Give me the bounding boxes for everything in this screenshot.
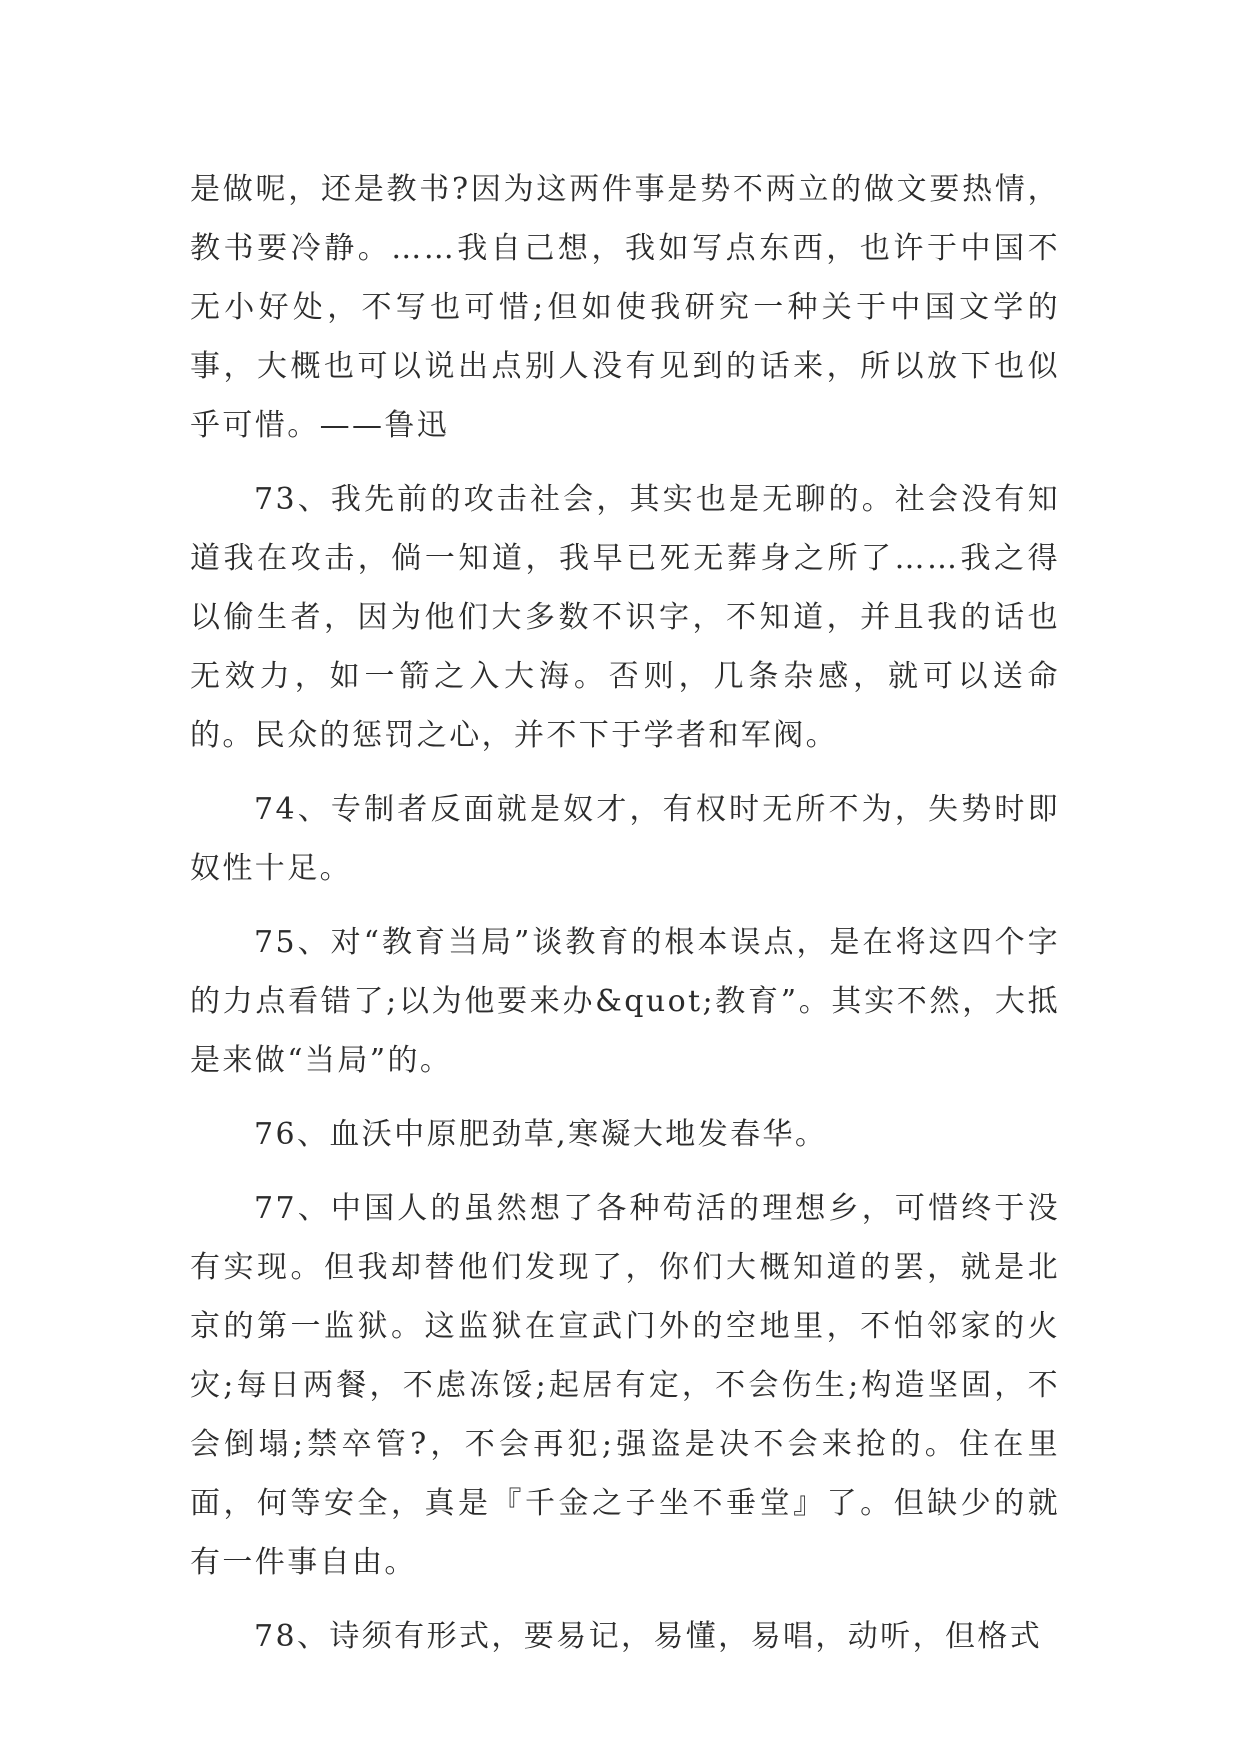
document-page <box>190 160 1060 1681</box>
paragraph-75: 75、对“教育当局”谈教育的根本误点，是在将这四个字的力点看错了;以为他要来办&quot;教育”。其实不然，大抵是来做“当局”的。 <box>190 925 1060 1078</box>
paragraph-73: 73、我先前的攻击社会，其实也是无聊的。社会没有知道我在攻击，倘一知道，我早已死无葬身之所了……我之得以偷生者，因为他们大多数不识字，不知道，并且我的话也无效力，如一箭之入大海。否则，几条杂感，就可以送命的。民众的惩罚之心，并不下于学者和军阀。 <box>190 482 1060 753</box>
paragraph-77: 77、中国人的虽然想了各种苟活的理想乡，可惜终于没有实现。但我却替他们发现了，你们大概知道的罢，就是北京的第一监狱。这监狱在宣武门外的空地里，不怕邻家的火灾;每日两餐，不虑冻馁;起居有定，不会伤生;构造坚固，不会倒塌;禁卒管?，不会再犯;强盗是决不会来抢的。住在里面，何等安全，真是『千金之子坐不垂堂』了。但缺少的就有一件事自由。 <box>190 1191 1060 1580</box>
paragraph-78: 78、诗须有形式，要易记，易懂，易唱，动听，但格式 <box>254 1619 1043 1654</box>
paragraph-76: 76、血沃中原肥劲草,寒凝大地发春华。 <box>254 1117 828 1152</box>
paragraph-continued: 是做呢，还是教书?因为这两件事是势不两立的做文要热情，教书要冷静。……我自己想，我如写点东西，也许于中国不无小好处，不写也可惜;但如使我研究一种关于中国文学的事，大概也可以说出点别人没有见到的话来，所以放下也似乎可惜。——鲁迅 <box>190 172 1060 443</box>
paragraph-74: 74、专制者反面就是奴才，有权时无所不为，失势时即奴性十足。 <box>190 792 1060 886</box>
